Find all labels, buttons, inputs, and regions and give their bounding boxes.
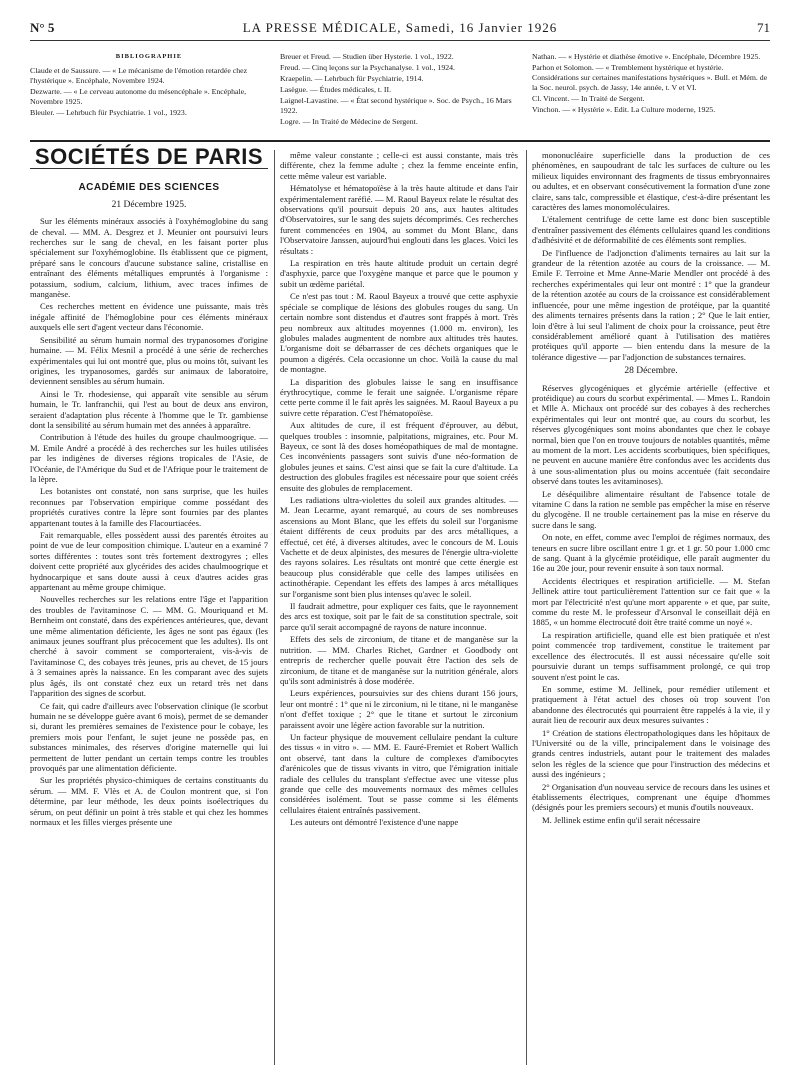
article-paragraph: Aux altitudes de cure, il est fréquent d'éprouver, au début, quelques troubles : insomnie, palpitations, migraines, etc. Pour M. Bayeux, ce sont là des doses homéopathiques de mal de montagne. Ces inconvénients passagers sont suivis d'une néo-formation de globules jeunes et sains. C'est ainsi que se fait la cure d'altitude. La destruction des globules fragiles est nécessaire pour que soient créés ensuite des globules de remplacement.	[280, 420, 518, 493]
article-paragraph: Sensibilité au sérum humain normal des trypanosomes d'origine humaine. — M. Félix Mesnil a procédé à une série de recherches expérimentales qui lui ont montré que, plus ou moins tôt, suivant les origines, les trypanosomes, gardés sur animaux de laboratoire, deviennent sensibles au sérum humain.	[30, 334, 268, 387]
article-column-2	[280, 150, 518, 830]
article-body	[532, 150, 770, 362]
article-paragraph: Il faudrait admettre, pour expliquer ces faits, que le rayonnement des arcs est toxique, soit par le fait de sa constitution spectrale, soit parce qu'il serait accompagné de rayons de nature inconnue.	[280, 601, 518, 632]
bibliography-entry: Dezwarte. — « Le cerveau autonome du mésencéphale ». Encéphale, Novembre 1925.	[30, 87, 247, 106]
journal-title: LA PRESSE MÉDICALE, Samedi, 16 Janvier 1926	[242, 20, 558, 35]
section-rule	[30, 140, 770, 142]
header-rule	[30, 40, 770, 41]
article-paragraph: Un facteur physique de mouvement cellulaire pendant la culture des tissus « in vitro ». — MM. E. Fauré-Fremiet et Robert Wallich ont observé, tant dans la culture de complexes d'amibocytes d'arénicoles que de tissus vivants in vitro, que l'émigration initiale radiale des cellules du transplant s'effectue avec une vitesse plus grande que celle des mouvements normaux des mêmes cellules considérées isolément. Tout se passe comme si les éléments cellulaires étaient entraînés passivement.	[280, 731, 518, 815]
article-body	[280, 150, 518, 828]
article-body	[532, 383, 770, 826]
article-paragraph: Le déséquilibre alimentaire résultant de l'absence totale de vitamine C dans la ration ne semble pas empêcher la mise en réserve du glycogène. Il ne trouble certainement pas la mise en réserve du sucre dans le sang.	[532, 488, 770, 530]
article-paragraph: De l'influence de l'adjonction d'aliments ternaires au lait sur la grandeur de la rétention azotée au cours de la croissance. — M. Emile F. Terroine et Mme Anne-Marie Mendler ont procédé à des recherches expérimentales qui leur ont montré : 1° que la grandeur de la rétention azotée au cours de la croissance est considérablement influencée, pour une même ingestion de protéique, par la quantité des aliments ternaires présents dans la ration ; 2° Que le lait entier, loin d'être à lui seul l'aliment de choix pour la croissance, peut être considérablement amélioré quant à l'utilisation des matières protéiques qu'il apporte — bien entendu dans la mesure de la tolérance digestive — par l'adjonction de substances ternaires.	[532, 247, 770, 362]
article-paragraph: En somme, estime M. Jellinek, pour remédier utilement et pratiquement à l'état actuel des choses où trop souvent l'on abandonne des électrocutés qui pourraient être rappelés à la vie, il y aurait lieu de recourir aux deux mesures suivantes :	[532, 683, 770, 726]
bibliography-list	[280, 52, 520, 127]
article-paragraph: Leurs expériences, poursuivies sur des chiens durant 156 jours, leur ont montré : 1° que ni le zirconium, ni le titane, ni le manganèse n'ont d'effet toxique ; 2° que le titane et surtout le zirconium paraissent avoir une légère action favorable sur la nutrition.	[280, 688, 518, 730]
bibliography-entry: Parhon et Solomon. — « Tremblement hystérique et hystérie. Considérations sur certaines manifestations hystériques ». Bull. et Mém. de la Soc. neurol. psych. de Jassy, 14e année, t. V et VI.	[532, 63, 768, 92]
article-body	[30, 216, 268, 827]
bibliography-heading: BIBLIOGRAPHIE	[115, 53, 183, 60]
bibliography-entry: Logre. — In Traité de Médecine de Sergent.	[280, 117, 418, 126]
bibliography-entry: Kraepelin. — Lehrbuch für Psychiatrie, 1914.	[280, 74, 424, 83]
article-paragraph: On note, en effet, comme avec l'emploi de régimes normaux, des teneurs en sucre libre oscillant entre 1 gr. et 1 gr. 50 pour 1.000 cmc de sang. Quant à la glycémie protéidique, elle paraît augmenter du 16e au 20e jour, pour revenir ensuite à son taux normal.	[532, 532, 770, 574]
bibliography-entry: Claude et de Saussure. — « Le mécanisme de l'émotion retardée chez l'hystérique ». Encéphale, Novembre 1924.	[30, 66, 248, 85]
bibliography-entry: Bleuler. — Lehrbuch für Psychiatrie. 1 vol., 1923.	[30, 108, 187, 117]
article-paragraph: 1° Création de stations électropathologiques dans les hôpitaux de l'Université ou de la ville, principalement dans le voisinage des grands centres industriels, autant pour le traitement des malades selon les règles de la science que pour l'instruction des médecins et aussi des ingénieurs ;	[532, 727, 770, 780]
bibliography-list	[30, 66, 268, 118]
page-header	[30, 20, 770, 38]
bibliography-entry: Nathan. — « Hystérie et diathèse émotive ». Encéphale, Décembre 1925.	[532, 52, 761, 61]
page-number: 71	[757, 20, 770, 35]
article-paragraph: Contribution à l'étude des huiles du groupe chaulmoogrique. — M. Emile André a procédé à des recherches sur les huiles utilisées par les indigènes de diverses régions tropicales de l'Asie, de l'Océanie, de l'Amérique du Sud et de l'Afrique pour le traitement de la lèpre.	[30, 432, 268, 484]
article-paragraph: Nouvelles recherches sur les relations entre l'âge et l'apparition des troubles de l'avitaminose C. — MM. G. Mouriquand et M. Bernheim ont constaté, dans des expériences antérieures, que, devant une même alimentation déficiente, les âges ne sont pas égaux (les animaux jeunes souffrant plus précocement que les adultes). Ils ont cherché à savoir comment se comporteraient, vis-à-vis de l'avitaminose C, des cobayes très jeunes, pris au chevet, de 15 jours à 3 semaines après la naissance. En les comparant avec des sujets plus âgés, ils ont constaté chez eux un retard très net dans l'apparition des signes de scorbut.	[30, 594, 268, 699]
bibliography-list	[532, 52, 770, 115]
article-paragraph: Ces recherches mettent en évidence une puissante, mais très inégale affinité de l'hémoglobine pour ces éléments minéraux auxquels elle sert d'agent vecteur dans l'économie.	[30, 301, 268, 333]
issue-number: N° 5	[30, 20, 55, 35]
bibliography-entry: Freud. — Cinq leçons sur la Psychanalyse. 1 vol., 1924.	[280, 63, 455, 72]
article-paragraph: La respiration en très haute altitude produit un certain degré d'asphyxie, parce que l'oxygène manque et parce que le poumon y subit un œdème pariétal.	[280, 258, 518, 289]
column-divider	[274, 150, 275, 1065]
section-title: SOCIÉTÉS DE PARIS	[30, 152, 268, 169]
article-paragraph: Effets des sels de zirconium, de titane et de manganèse sur la nutrition. — MM. Charles Richet, Gardner et Goodbody ont entrepris de rechercher quelle pouvait être l'action des sels de zirconium, de titane et de manganèse sur la nutrition générale, alors qu'ils sont administrés à dose modérée.	[280, 634, 518, 686]
article-paragraph: Fait remarquable, elles possèdent aussi des parentés étroites au point de vue de leur composition chimique. L'auteur en a examiné 7 sortes différentes : toutes sont très fortement dextrogyres ; elles doivent cette propriété aux glycérides des acides chaulmoogrique et hydnocarpique et sans doute aussi à ceux d'autres acides gras appartenant au même groupe chimique.	[30, 530, 268, 593]
article-paragraph: Ce fait, qui cadre d'ailleurs avec l'observation clinique (le scorbut humain ne se développe guère avant 6 mois), permet de se demander si, durant les premières semaines de l'existence pour le cobaye, les premiers mois pour l'enfant, le sujet jeune ne possède pas, en substances minimales, des réserves d'origine maternelle qui lui permettent de lutter pendant un certain temps contre les troubles provoqués par une alimentation déficiente.	[30, 700, 268, 773]
bibliography-entry: Lasègue. — Études médicales, t. II.	[280, 85, 392, 94]
bibliography-column-1	[30, 52, 268, 119]
bibliography-column-2	[280, 52, 520, 128]
article-paragraph: La respiration artificielle, quand elle est bien pratiquée et n'est point commencée trop tardivement, constitue le traitement par excellence des électrocutés. Il est aussi nécessaire qu'elle soit poursuivie durant un temps suffisamment prolongé, ce qui trop souvent n'est point le cas.	[532, 629, 770, 682]
article-paragraph: même valeur constante ; celle-ci est aussi constante, mais très différente, chez la femme adulte ; chez la femme enceinte enfin, cette même valeur est variable.	[280, 150, 518, 181]
bibliography-entry: Laignel-Lavastine. — « État second hystérique ». Soc. de Psych., 16 Mars 1922.	[280, 96, 512, 115]
article-paragraph: La disparition des globules laisse le sang en insuffisance érythrocytique, comme le ferait une saignée. L'organisme répare cette perte comme il le fait après les saignées. M. Raoul Bayeux a pu suivre cette réparation. C'est l'hématopoïèse.	[280, 376, 518, 418]
article-paragraph: Hématolyse et hématopoïèse à la très haute altitude et dans l'air expérimentalement raréfié. — M. Raoul Bayeux relate le résultat des observations qu'il poursuit depuis 20 ans, aux hautes altitudes d'Observatoires, sur le sang des sujets décomprimés. Ces recherches furent commencées en 1904, au sommet du Mont Blanc, dans l'Observatoire Janssen, aujourd'hui englouti dans les glaces. Voici les résultats :	[280, 183, 518, 256]
column-divider	[526, 150, 527, 1065]
session-date: 21 Décembre 1925.	[111, 199, 187, 210]
article-paragraph: Ainsi le Tr. rhodesiense, qui apparaît vite sensible au sérum humain, le Tr. lanfranchii, qui l'est au bout de deux ans environ, seraient d'adaptation plus récente à l'homme que le Tr. gambiense dont la sensibilité au sérum humain met des années à apparaître.	[30, 388, 268, 430]
article-paragraph: 2° Organisation d'un nouveau service de recours dans les usines et établissements électriques, comprenant une équipe d'hommes (désignés pour les premiers secours) et munis d'outils nouveaux.	[532, 781, 770, 813]
article-paragraph: Les auteurs ont démontré l'existence d'une nappe	[290, 817, 459, 828]
bibliography-entry: Breuer et Freud. — Studien über Hysterie. 1 vol., 1922.	[280, 52, 454, 61]
bibliography-column-3	[532, 52, 770, 116]
article-paragraph: Sur les éléments minéraux associés à l'oxyhémoglobine du sang de cheval. — MM. A. Desgrez et J. Meunier ont poursuivi leurs recherches sur le sang de cheval, en les faisant porter plus spécialement sur l'oxyhémoglobine. Ils établissent que ce pigment, préparé sans le concours d'aucune substance saline, cristallise en entraînant des éléments métalliques empruntés à l'organisme : potassium, sodium, calcium, lithium, avec traces infimes de manganèse.	[30, 216, 268, 300]
article-paragraph: Sur les propriétés physico-chimiques de certains constituants du sérum. — MM. F. Vlès et A. de Coulon montrent que, si l'on détermine, par leur méthode, les deux points isoélectriques du sérum, on peut définir un point à très stable et qui chez les hommes normaux et les filles vierges présente une	[30, 775, 268, 827]
article-column-3	[532, 150, 770, 827]
article-paragraph: mononucléaire superficielle dans la production de ces phénomènes, en saupoudrant de talc les surfaces de culture ou les milieux liquides environnant des fragments de tissus embryonnaires ou adultes, et en observant consécutivement la formation d'une zone claire, sans talc, compressible et élastique, c'est-à-dire présentant les caractères des lames monomoléculaires.	[532, 150, 770, 213]
article-paragraph: M. Jellinek estime enfin qu'il serait nécessaire	[542, 814, 701, 825]
article-paragraph: Accidents électriques et respiration artificielle. — M. Stefan Jellinek attire tout particulièrement l'attention sur ce fait que « la mort par l'électricité n'est qu'une mort apparente » et que, par suite, comme du reste M. le professeur d'Arsonval le conseillait déjà en 1885, « un homme électrocuté doit être traité comme un noyé ».	[532, 575, 770, 628]
subsection-title: ACADÉMIE DES SCIENCES	[78, 182, 220, 194]
article-paragraph: Les botanistes ont constaté, non sans surprise, que les huiles reconnues par l'observation empirique comme possédant des propriétés curatives contre la lèpre sont fournies par des plantes appartenant toutes à la famille des Flacourtiacées.	[30, 486, 268, 528]
session-date: 28 Décembre.	[624, 366, 678, 377]
bibliography-entry: Cl. Vincent. — In Traité de Sergent.	[532, 94, 645, 103]
article-paragraph: Les radiations ultra-violettes du soleil aux grandes altitudes. — M. Jean Lecarme, ayant remarqué, au cours de ses nombreuses ascensions au Mont Blanc, que les effets du soleil sur l'organisme étaient différents de ceux produits par des arcs métalliques, a effectué, cet été, à diverses altitudes, avec le concours de M. Louis Vachette et de deux alpinistes, des mesures de l'énergie ultra-violette des rayons solaires. Les résultats ont montré que cette énergie est beaucoup plus considérable que celle des lampes utilisées en actinothérapie. Cependant les effets des lampes à arcs métalliques sur l'organisme sont bien plus intenses qu'avec le soleil.	[280, 495, 518, 599]
article-paragraph: L'étalement centrifuge de cette lame est donc bien susceptible d'entraîner passivement des éléments cellulaires quand les conditions d'adhésivité et de déformabilité de ces éléments sont remplies.	[532, 214, 770, 246]
article-paragraph: Ce n'est pas tout : M. Raoul Bayeux a trouvé que cette asphyxie spéciale se complique de lésions des globules rouges du sang. Un certain nombre sont distendus et d'autres sont frappés à mort. Très peu nombreux aux altitudes moyennes (1.000 m. environ), les globules malades augmentent de nombre aux altitudes très hautes. L'organisme doit se débarrasser de ces déchets organiques que le poumon a digérés. Cela occasionne un choc. Voilà la cause du mal de montagne.	[280, 291, 518, 375]
article-paragraph: Réserves glycogéniques et glycémie artérielle (effective et protéidique) au cours du scorbut expérimental. — Mmes L. Randoin et Mlle A. Michaux ont procédé sur des cobayes à des recherches expérimentales qui leur ont montré que, au cours du scorbut, les réserves glycogéniques sont moins abondantes que chez le cobaye normal, bien que l'on en trouve toujours de notables quantités, même au moment de la mort. Les accidents scorbutiques, bien spécifiques, ne peuvent en aucune manière être confondus avec les accidents dus à une sous-alimentation plus ou moins accentuée (fait secondaire observé dans toutes les avitaminoses).	[532, 382, 770, 487]
bibliography-entry: Vinchon. — « Hystérie ». Edit. La Culture moderne, 1925.	[532, 105, 716, 114]
article-column-1	[30, 144, 268, 829]
